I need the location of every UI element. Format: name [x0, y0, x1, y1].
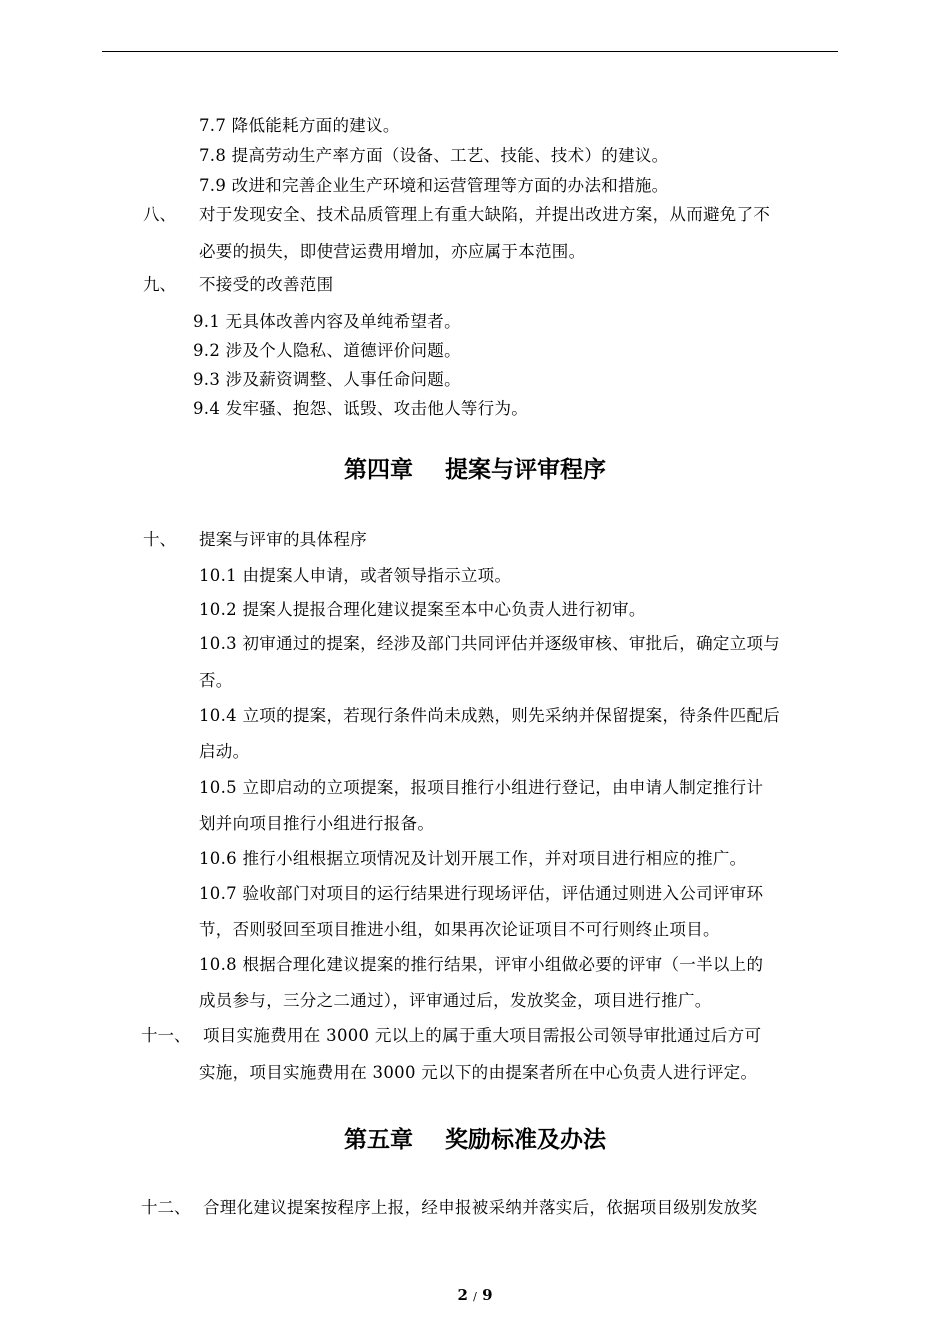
section-10-title: 提案与评审的具体程序 — [199, 530, 367, 549]
current-page: 2 — [457, 1286, 468, 1304]
item-10-4-cont: 启动。 — [199, 742, 250, 761]
item-10-5: 10.5 立即启动的立项提案，报项目推行小组进行登记，由申请人制定推行计 — [199, 778, 764, 797]
item-10-3: 10.3 初审通过的提案，经涉及部门共同评估并逐级审核、审批后，确定立项与 — [199, 634, 781, 653]
section-10-number: 十、 — [143, 530, 176, 549]
section-8-line2: 必要的损失，即使营运费用增加，亦应属于本范围。 — [199, 242, 586, 261]
item-10-1: 10.1 由提案人申请，或者领导指示立项。 — [199, 566, 512, 585]
chapter-4-heading: 第四章 提案与评审程序 — [343, 456, 607, 483]
item-9-4: 9.4 发牢骚、抱怨、诋毁、攻击他人等行为。 — [193, 399, 529, 418]
item-9-1: 9.1 无具体改善内容及单纯希望者。 — [193, 312, 461, 331]
item-9-3: 9.3 涉及薪资调整、人事任命问题。 — [193, 370, 461, 389]
section-12-number: 十二、 — [141, 1198, 191, 1217]
chapter-5-heading: 第五章 奖励标准及办法 — [343, 1126, 607, 1153]
page-number — [0, 1285, 950, 1307]
total-pages: 9 — [482, 1286, 493, 1304]
item-10-7: 10.7 验收部门对项目的运行结果进行现场评估，评估通过则进入公司评审环 — [199, 884, 764, 903]
section-9-title: 不接受的改善范围 — [199, 275, 334, 294]
item-7-8: 7.8 提高劳动生产率方面（设备、工艺、技能、技术）的建议。 — [199, 146, 669, 165]
header-rule — [102, 51, 838, 52]
item-10-6: 10.6 推行小组根据立项情况及计划开展工作，并对项目进行相应的推广。 — [199, 849, 747, 868]
item-7-9: 7.9 改进和完善企业生产环境和运营管理等方面的办法和措施。 — [199, 176, 669, 195]
item-10-7-cont: 节，否则驳回至项目推进小组，如果再次论证项目不可行则终止项目。 — [199, 920, 720, 939]
item-10-3-cont: 否。 — [199, 671, 233, 690]
item-9-2: 9.2 涉及个人隐私、道德评价问题。 — [193, 341, 461, 360]
section-11-line2: 实施，项目实施费用在 3000 元以下的由提案者所在中心负责人进行评定。 — [199, 1063, 758, 1082]
section-12-line1: 合理化建议提案按程序上报，经申报被采纳并落实后，依据项目级别发放奖 — [203, 1198, 758, 1217]
section-11-line1: 项目实施费用在 3000 元以上的属于重大项目需报公司领导审批通过后方可 — [203, 1026, 762, 1045]
section-9-number: 九、 — [143, 275, 176, 294]
page-separator: / — [473, 1290, 477, 1303]
section-8-number: 八、 — [143, 205, 176, 224]
section-8-line1: 对于发现安全、技术品质管理上有重大缺陷，并提出改进方案，从而避免了不 — [199, 205, 771, 224]
item-10-8: 10.8 根据合理化建议提案的推行结果，评审小组做必要的评审（一半以上的 — [199, 955, 764, 974]
item-10-5-cont: 划并向项目推行小组进行报备。 — [199, 814, 435, 833]
item-10-8-cont: 成员参与，三分之二通过），评审通过后，发放奖金，项目进行推广。 — [199, 991, 712, 1010]
item-10-2: 10.2 提案人提报合理化建议提案至本中心负责人进行初审。 — [199, 600, 646, 619]
item-10-4: 10.4 立项的提案，若现行条件尚未成熟，则先采纳并保留提案，待条件匹配后 — [199, 706, 781, 725]
section-11-number: 十一、 — [141, 1026, 191, 1045]
item-7-7: 7.7 降低能耗方面的建议。 — [199, 116, 400, 135]
